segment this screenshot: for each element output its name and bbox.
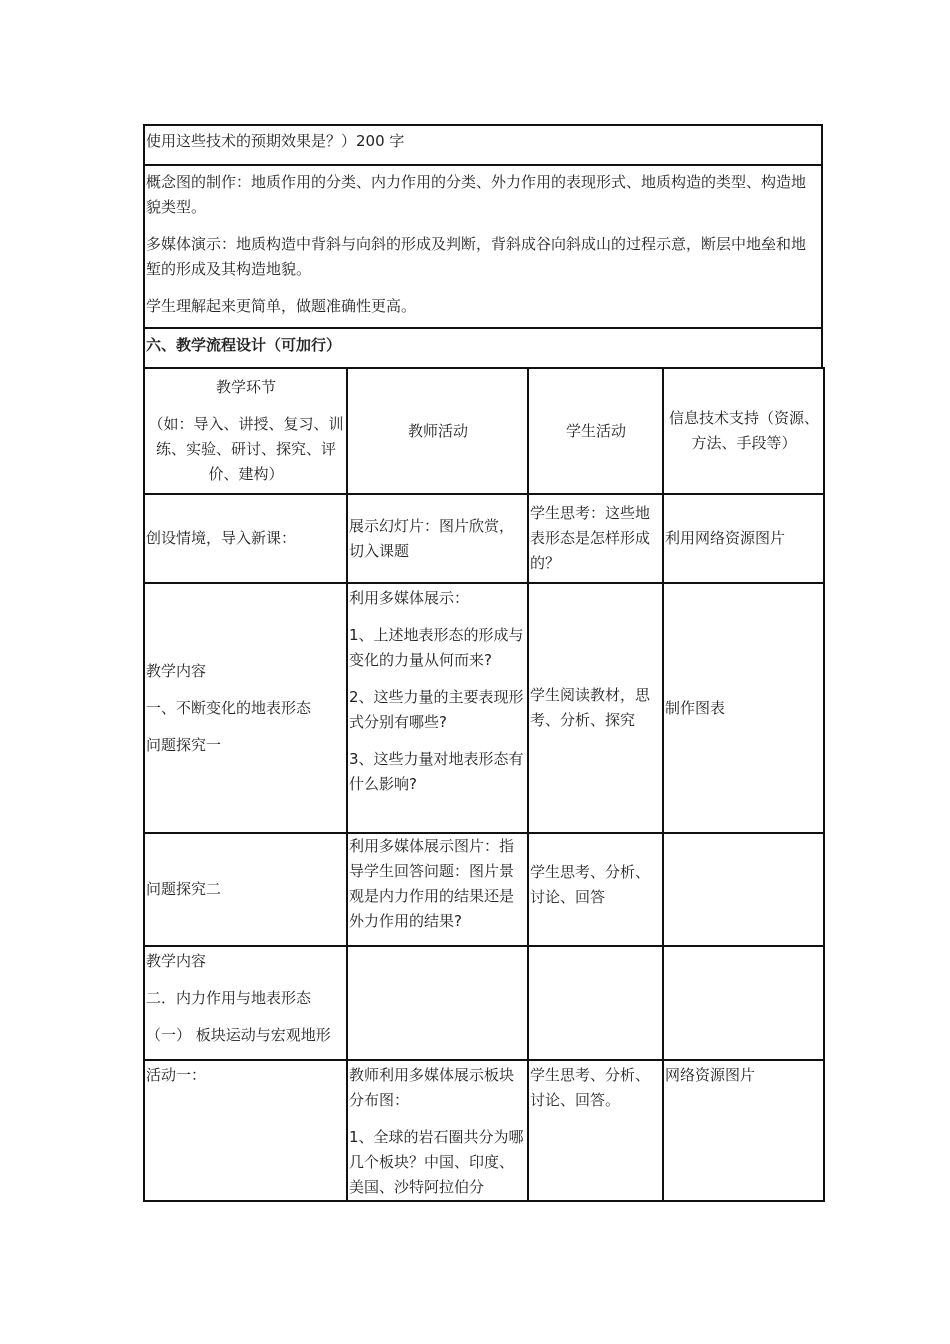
- teacher-text: 教师利用多媒体展示板块分布图：: [349, 1066, 515, 1109]
- header-student: 学生活动: [528, 368, 663, 494]
- section5-paragraph: 多媒体演示：地质构造中背斜与向斜的形成及判断，背斜成谷向斜成山的过程示意，断层中地垒和地堑的形成及其构造地貌。: [146, 235, 807, 278]
- tech-text: 网络资源图片: [665, 1066, 756, 1084]
- section5-intro-cell: [143, 124, 823, 164]
- teacher-text: 2、这些力量的主要表现形式分别有哪些?: [349, 688, 524, 731]
- teacher-cell: [347, 946, 528, 1060]
- header-stage-note: （如：导入、讲授、复习、训练、实验、研讨、探究、评价、建构）: [148, 415, 344, 483]
- student-text: 学生思考：这些地表形态是怎样形成的？: [530, 504, 651, 572]
- stage-text: 教学内容: [146, 661, 207, 680]
- stage-text: 活动一：: [146, 1066, 207, 1084]
- teacher-cell: [347, 583, 528, 833]
- student-text: 学生思考、分析、讨论、回答: [530, 863, 651, 906]
- tech-cell: [663, 494, 824, 583]
- tech-cell: [663, 1060, 824, 1201]
- stage-cell: [144, 583, 347, 833]
- teacher-cell: [347, 833, 528, 946]
- teacher-text: 3、这些力量对地表形态有什么影响?: [349, 750, 524, 793]
- stage-text: 教学内容: [146, 952, 207, 970]
- stage-text: 问题探究二: [146, 880, 222, 898]
- stage-text: 二．内力作用与地表形态: [146, 989, 312, 1007]
- tech-text: 制作图表: [665, 698, 726, 717]
- student-cell: [528, 946, 663, 1060]
- table-row: [144, 946, 824, 1060]
- lesson-plan-table: [143, 124, 823, 1202]
- student-cell: [528, 583, 663, 833]
- teacher-text: 利用多媒体展示：: [349, 589, 470, 607]
- teacher-text: 1、上述地表形态的形成与变化的力量从何而来?: [349, 626, 524, 669]
- teacher-text: 利用多媒体展示图片：指导学生回答问题：图片景观是内力作用的结果还是外力作用的结果?: [349, 837, 515, 930]
- section6-title: 六、教学流程设计（可加行）: [146, 336, 342, 354]
- teacher-text: 1、全球的岩石圈共分为哪几个板块？中国、印度、美国、沙特阿拉伯分: [349, 1128, 524, 1196]
- stage-cell: [144, 494, 347, 583]
- student-cell: [528, 833, 663, 946]
- stage-text: 一、不断变化的地表形态: [146, 698, 312, 717]
- student-text: 学生思考、分析、讨论、回答。: [530, 1066, 651, 1109]
- table-row: [144, 583, 824, 833]
- section5-paragraph: 学生理解起来更简单，做题准确性更高。: [146, 297, 417, 315]
- student-cell: [528, 494, 663, 583]
- table-header-row: [144, 368, 824, 494]
- stage-cell: [144, 946, 347, 1060]
- stage-cell: [144, 1060, 347, 1201]
- section5-paragraph: 概念图的制作：地质作用的分类、内力作用的分类、外力作用的表现形式、地质构造的类型、构造地貌类型。: [146, 173, 807, 216]
- tech-cell: [663, 583, 824, 833]
- section5-intro-text: 使用这些技术的预期效果是？）200 字: [146, 132, 405, 150]
- table-row: [144, 1060, 824, 1201]
- section6-title-cell: [143, 327, 823, 367]
- stage-text: 问题探究一: [146, 735, 222, 754]
- teacher-cell: [347, 1060, 528, 1201]
- student-cell: [528, 1060, 663, 1201]
- header-stage-title: 教学环节: [215, 378, 276, 396]
- section5-content-cell: [143, 164, 823, 327]
- header-teacher: 教师活动: [347, 368, 528, 494]
- table-row: [144, 833, 824, 946]
- teacher-text: 展示幻灯片：图片欣赏，切入课题: [349, 516, 515, 560]
- student-text: 学生阅读教材，思考、分析、探究: [530, 686, 651, 729]
- tech-cell: [663, 833, 824, 946]
- stage-cell: [144, 833, 347, 946]
- stage-text: 创设情境，导入新课：: [146, 529, 297, 547]
- stage-text: （一） 板块运动与宏观地形: [146, 1026, 331, 1044]
- header-tech: 信息技术支持（资源、方法、手段等）: [663, 368, 824, 494]
- header-stage: [144, 368, 347, 494]
- tech-cell: [663, 946, 824, 1060]
- flow-table: [143, 367, 825, 1202]
- tech-text: 利用网络资源图片: [665, 529, 786, 547]
- teacher-cell: [347, 494, 528, 583]
- table-row: [144, 494, 824, 583]
